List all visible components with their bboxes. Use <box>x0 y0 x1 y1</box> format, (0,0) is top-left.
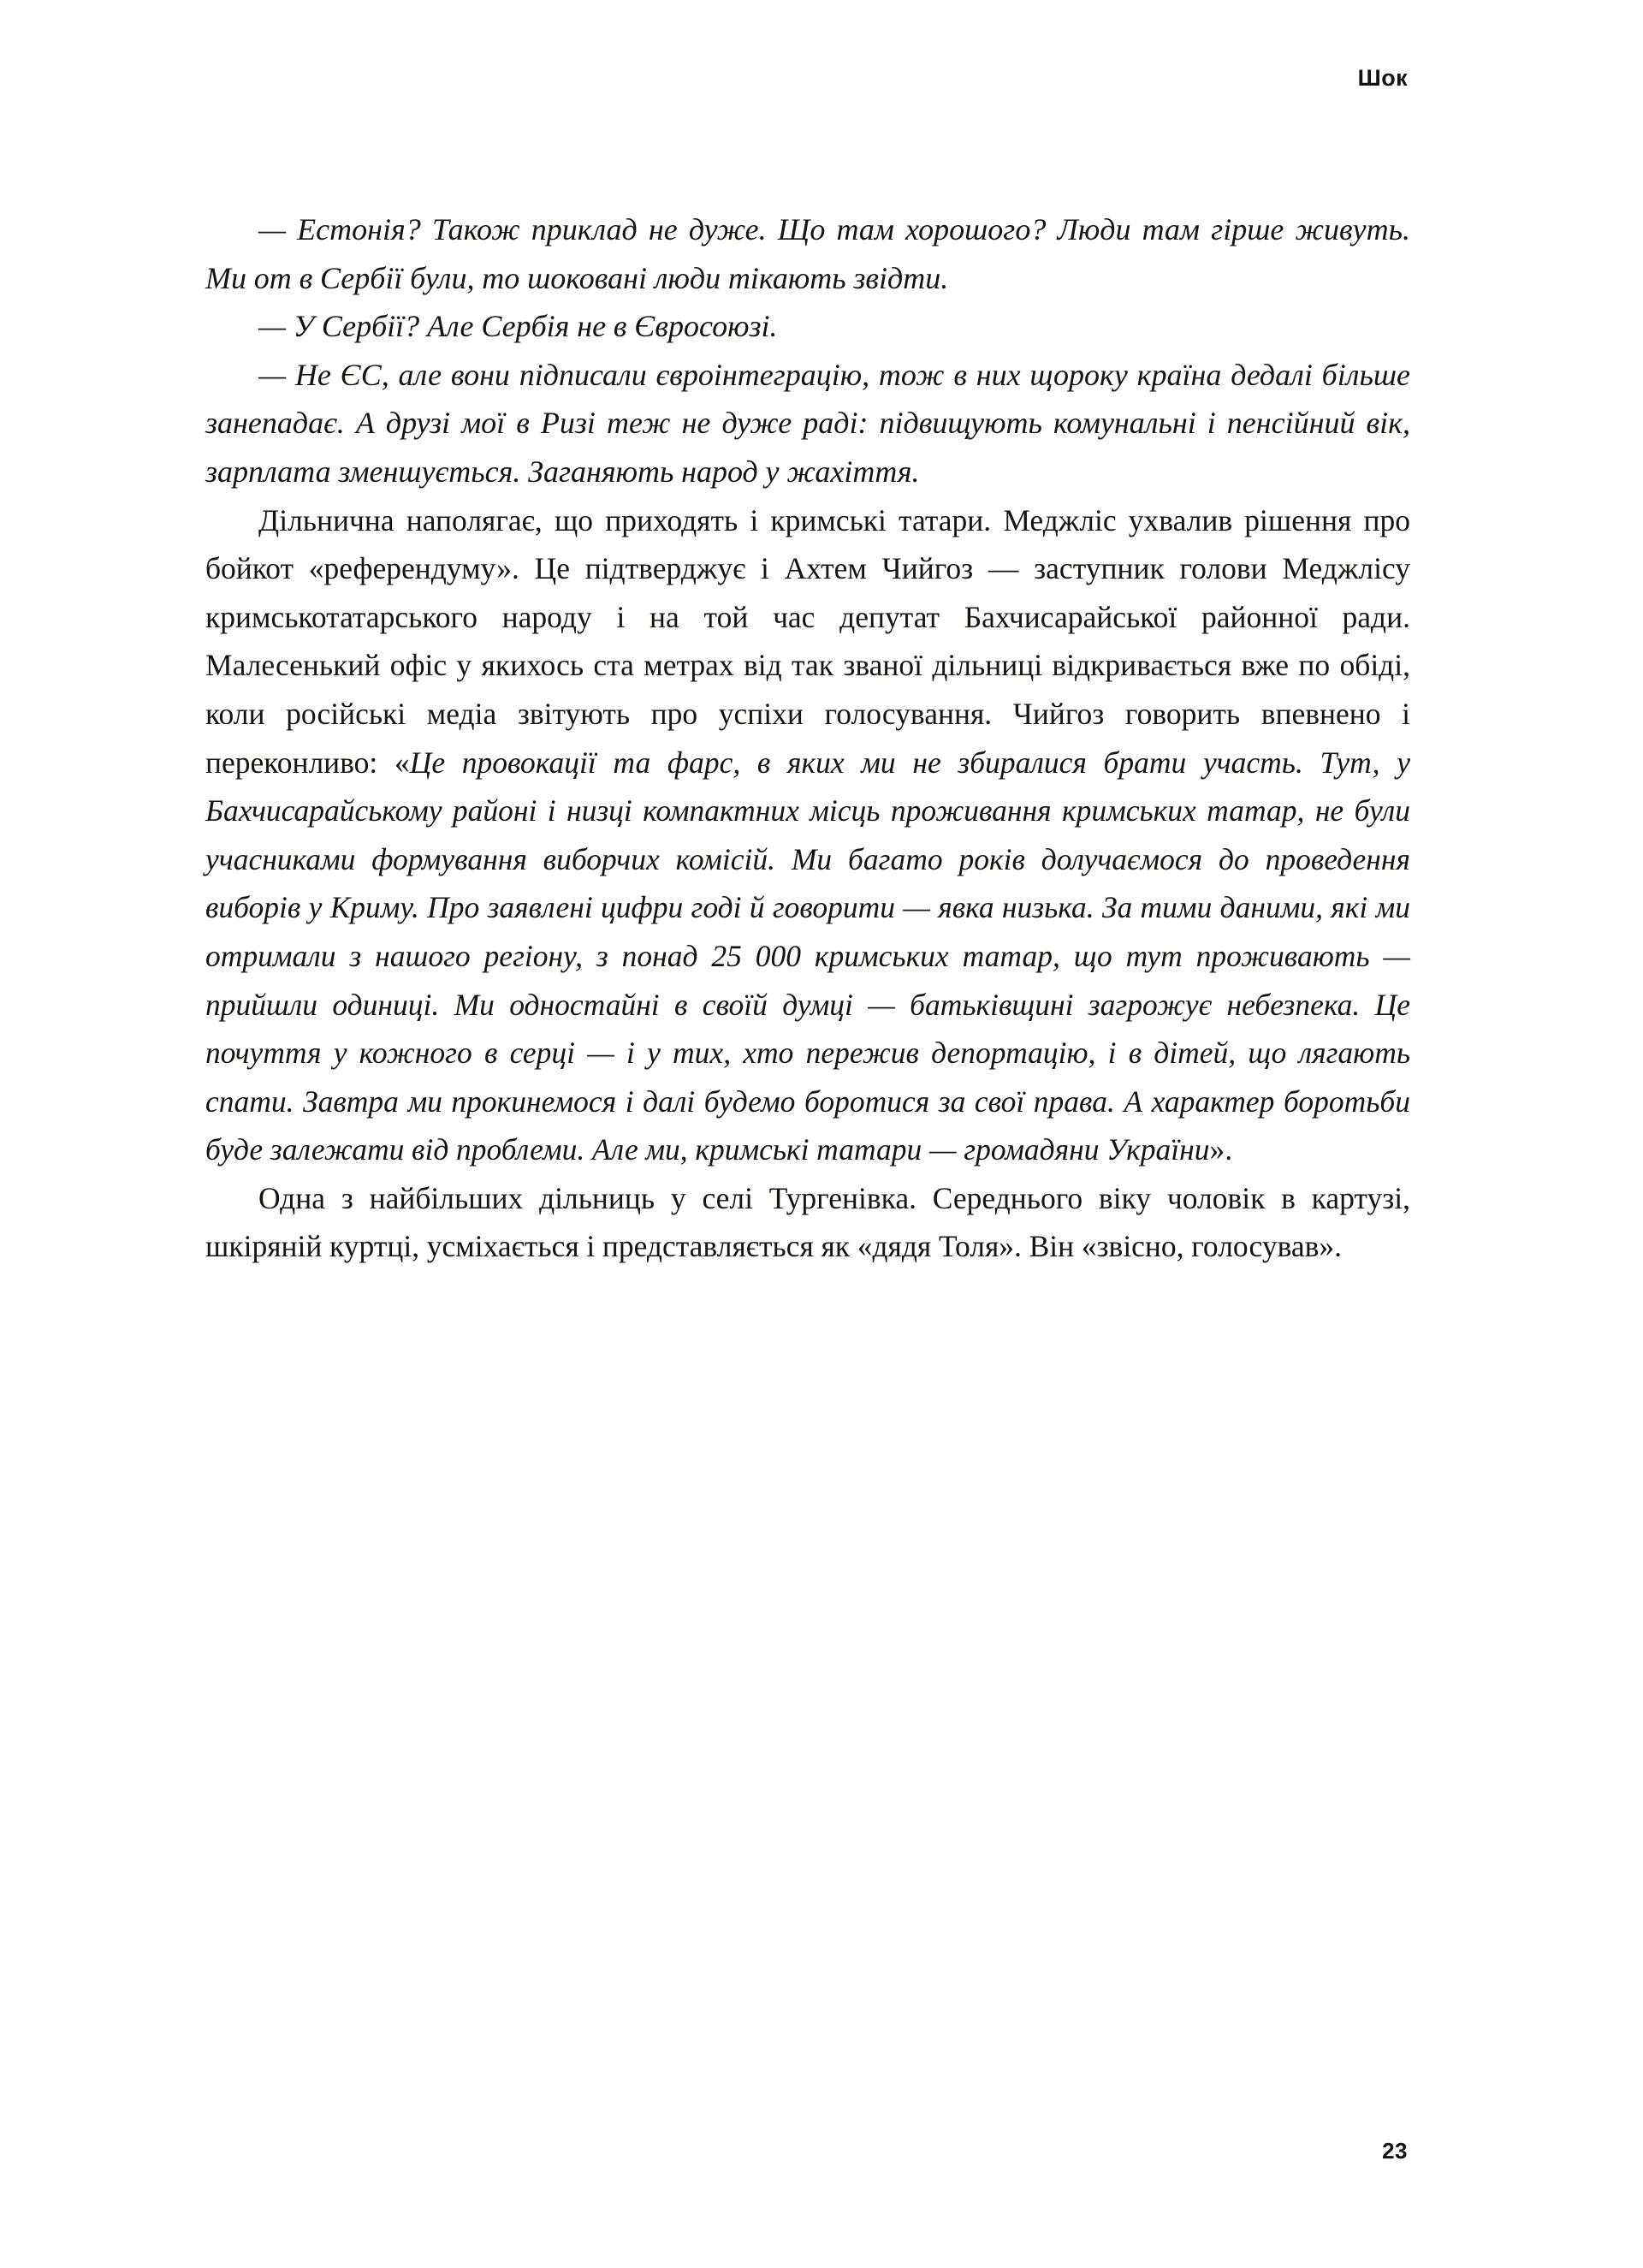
final-paragraph: Одна з найбільших дільниць у селі Тургенівка. Середнього віку чоловік в картузі, шкіряній куртці, усміхається і представляється як «дядя Толя». Він «звісно, голосував». <box>205 1180 1410 1264</box>
main-paragraph-lead: Дільнична наполягає, що приходять і кримські татари. Меджліс ухвалив рішення про бойкот «референдуму». Це підтверджує і Ахтем Чийгоз — заступник голови Меджлісу кримськотатарського народу і на той час депутат Бахчисарайської районної ради. Малесенький офіс у якихось ста метрах від так званої дільниці відкривається вже по обіді, коли російські медіа звітують про успіхи голосування. Чийгоз говорить впевнено і переконливо: « <box>205 502 1410 780</box>
page-number: 23 <box>1382 2138 1408 2164</box>
main-paragraph <box>205 496 1410 1174</box>
main-paragraph-tail: ». <box>1209 1132 1233 1167</box>
text-block <box>205 205 1410 1271</box>
chiygoz-quote: Це провокації та фарс, в яких ми не збиралися брати участь. Тут, у Бахчисарайському районі і низці компактних місць проживання кримських татар, не були учасниками формування виборчих комісій. Ми багато років долучаємося до проведення виборів у Криму. Про заявлені цифри годі й говорити — явка низька. За тими даними, які ми отримали з нашого регіону, з понад 25 000 кримських татар, що тут проживають — прийшли одиниці. Ми одностайні в своїй думці — батьківщині загрожує небезпека. Це почуття у кожного в серці — і у тих, хто пережив депортацію, і в дітей, що лягають спати. Завтра ми прокинемося і далі будемо боротися за свої права. А характер боротьби буде залежати від проблеми. Але ми, кримські татари — громадяни України <box>205 745 1410 1167</box>
dialogue-paragraph-3: — Не ЄС, але вони підписали євроінтеграцію, тож в них щороку країна дедалі більше занепадає. А друзі мої в Ризі теж не дуже раді: підвищують комунальні і пенсійний вік, зарплата зменшується. Заганяють народ у жахіття. <box>205 357 1410 489</box>
dialogue-paragraph-2: — У Сербії? Але Сербія не в Євросоюзі. <box>258 309 778 344</box>
running-head: Шок <box>1357 65 1408 91</box>
dialogue-paragraph-1: — Естонія? Також приклад не дуже. Що там хорошого? Люди там гірше живуть. Ми от в Сербії були, то шоковані люди тікають звідти. <box>205 212 1410 295</box>
